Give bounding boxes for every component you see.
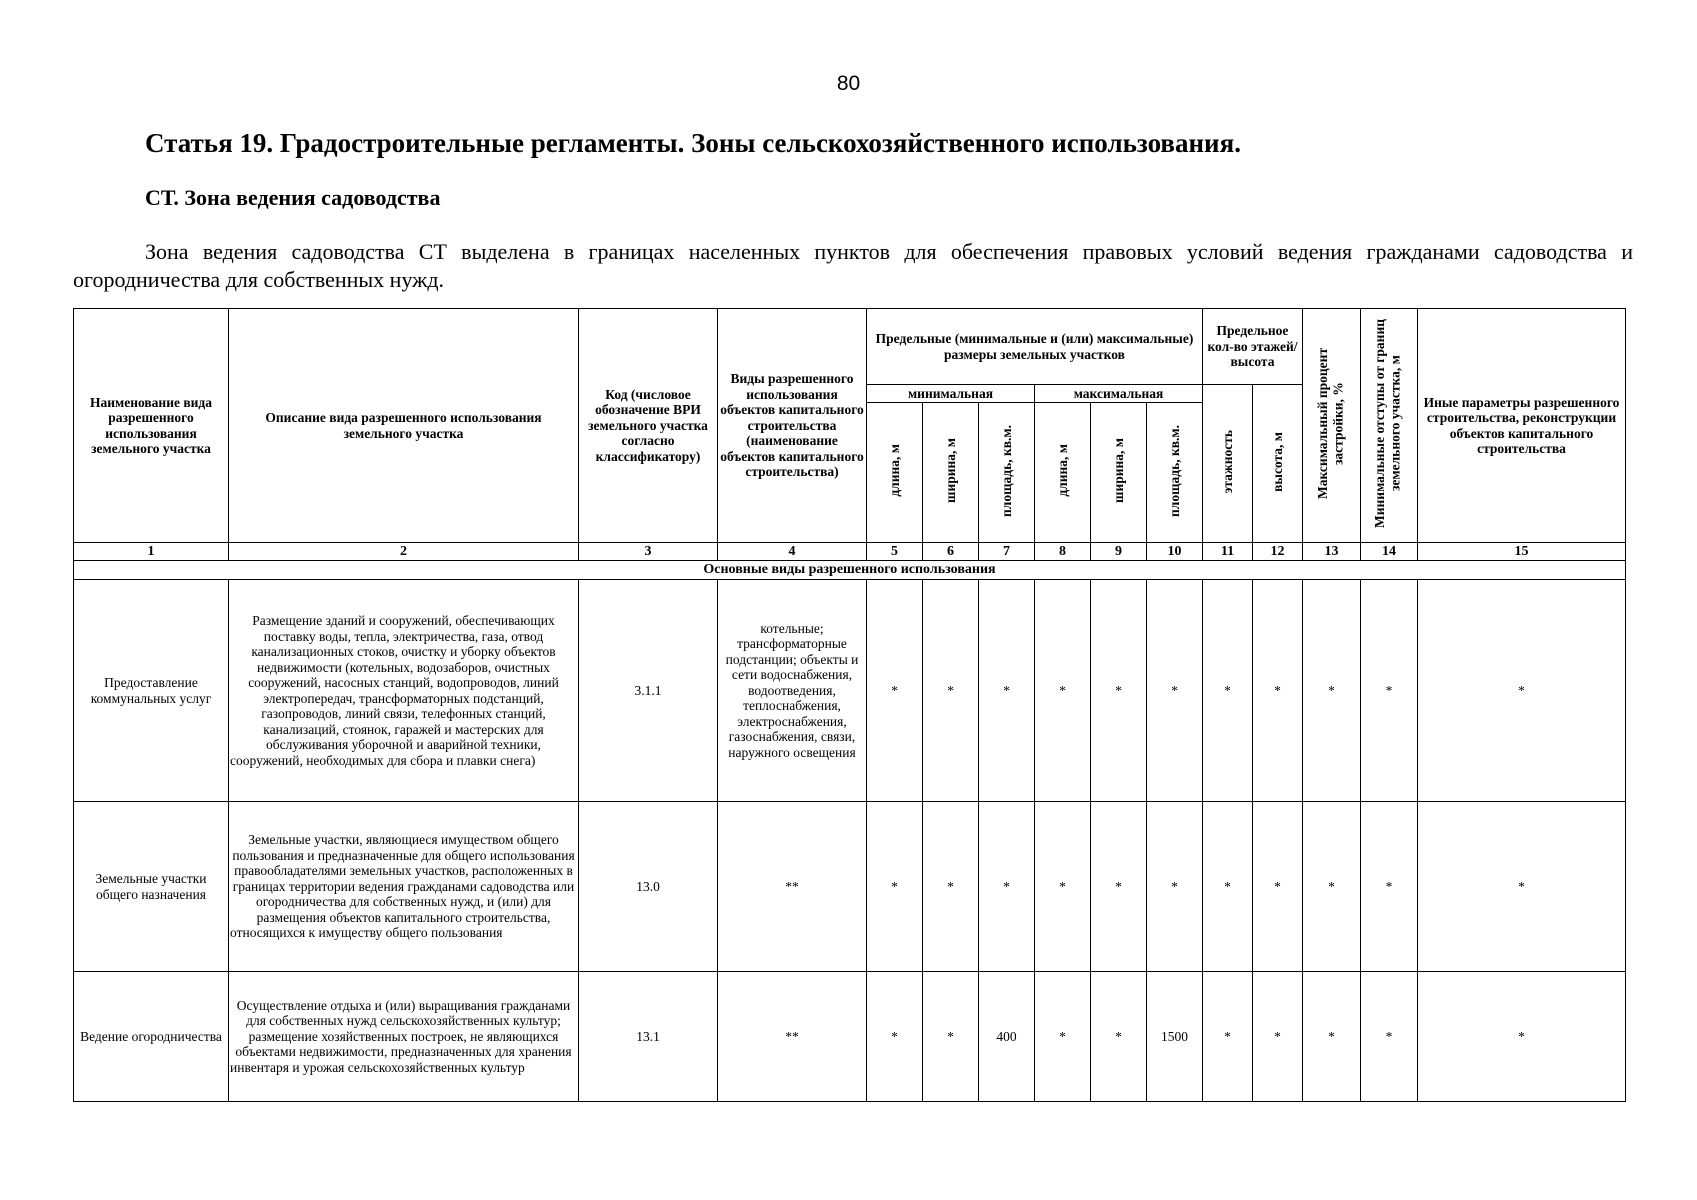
row-name: Ведение огородничества: [74, 972, 229, 1102]
cell-min-area: 400: [979, 972, 1035, 1102]
cell-height: *: [1253, 580, 1303, 802]
column-number: 5: [867, 543, 923, 561]
column-number: 6: [923, 543, 979, 561]
cell-max-coverage: *: [1303, 580, 1361, 802]
header-min-area: площадь, кв.м.: [979, 403, 1035, 543]
cell-max-width: *: [1091, 580, 1147, 802]
cell-floors: *: [1203, 802, 1253, 972]
cell-max-length: *: [1035, 580, 1091, 802]
cell-min-area: *: [979, 580, 1035, 802]
row-objects: **: [718, 802, 867, 972]
header-max-width: ширина, м: [1091, 403, 1147, 543]
column-number: 11: [1203, 543, 1253, 561]
row-code: 13.0: [579, 802, 718, 972]
header-min-length: длина, м: [867, 403, 923, 543]
cell-other-params: *: [1418, 580, 1626, 802]
cell-floors: *: [1203, 972, 1253, 1102]
cell-max-length: *: [1035, 802, 1091, 972]
header-max-length: длина, м: [1035, 403, 1091, 543]
cell-min-length: *: [867, 972, 923, 1102]
header-max-group: максимальная: [1035, 385, 1203, 403]
column-number: 10: [1147, 543, 1203, 561]
cell-other-params: *: [1418, 972, 1626, 1102]
cell-min-setback: *: [1361, 972, 1418, 1102]
header-floors: этажность: [1203, 385, 1253, 543]
section-title: Основные виды разрешенного использования: [74, 561, 1626, 580]
cell-other-params: *: [1418, 802, 1626, 972]
header-col3: Код (числовое обозначение ВРИ земельного участка согласно классификатору): [579, 309, 718, 543]
row-description: Осуществление отдыха и (или) выращивания гражданами для собственных нужд сельскохозяйственных культур; размещение хозяйственных построек, не являющихся объектами недвижимости, предназначенных для хранения инвентаря и урожая сельскохозяйственных культур: [229, 972, 579, 1102]
table-row: [74, 580, 1626, 802]
column-number: 15: [1418, 543, 1626, 561]
column-number: 9: [1091, 543, 1147, 561]
cell-min-length: *: [867, 580, 923, 802]
row-description: Земельные участки, являющиеся имуществом общего пользования и предназначенные для общего использования правообладателями земельных участков, расположенных в границах территории ведения гражданами садоводства или огородничества для собственных нужд, и (или) для размещения объектов капитального строительства, относящихся к имуществу общего пользования: [229, 802, 579, 972]
header-min-width: ширина, м: [923, 403, 979, 543]
cell-min-setback: *: [1361, 580, 1418, 802]
header-max-area: площадь, кв.м.: [1147, 403, 1203, 543]
column-number: 7: [979, 543, 1035, 561]
cell-min-width: *: [923, 802, 979, 972]
row-objects: котельные; трансформаторные подстанции; объекты и сети водоснабжения, водоотведения, теплоснабжения, электроснабжения, газоснабжения, связи, наружного освещения: [718, 580, 867, 802]
column-number: 4: [718, 543, 867, 561]
column-number: 8: [1035, 543, 1091, 561]
cell-max-area: *: [1147, 580, 1203, 802]
page-number: 80: [836, 72, 861, 95]
cell-min-length: *: [867, 802, 923, 972]
header-col13: Максимальный процент застройки, %: [1303, 309, 1361, 543]
cell-min-width: *: [923, 580, 979, 802]
cell-max-area: *: [1147, 802, 1203, 972]
column-number: 13: [1303, 543, 1361, 561]
cell-max-length: *: [1035, 972, 1091, 1102]
row-code: 13.1: [579, 972, 718, 1102]
cell-min-width: *: [923, 972, 979, 1102]
header-col15: Иные параметры разрешенного строительства, реконструкции объектов капитального строительства: [1418, 309, 1626, 543]
header-col14: Минимальные отступы от границ земельного участка, м: [1361, 309, 1418, 543]
cell-max-coverage: *: [1303, 972, 1361, 1102]
row-name: Предоставление коммунальных услуг: [74, 580, 229, 802]
column-number: 12: [1253, 543, 1303, 561]
table-row: [74, 802, 1626, 972]
column-number: 2: [229, 543, 579, 561]
intro-paragraph: Зона ведения садоводства СТ выделена в границах населенных пунктов для обеспечения правовых условий ведения гражданами садоводства и огородничества для собственных нужд.: [73, 239, 1633, 292]
regulation-table: [73, 308, 1626, 1102]
column-number: 14: [1361, 543, 1418, 561]
article-title: Статья 19. Градостроительные регламенты. Зоны сельскохозяйственного использования.: [145, 128, 1241, 158]
cell-max-width: *: [1091, 972, 1147, 1102]
header-col1: Наименование вида разрешенного использования земельного участка: [74, 309, 229, 543]
header-min-group: минимальная: [867, 385, 1035, 403]
header-col2: Описание вида разрешенного использования земельного участка: [229, 309, 579, 543]
header-col4: Виды разрешенного использования объектов капитального строительства (наименование объектов капитального строительства): [718, 309, 867, 543]
row-description: Размещение зданий и сооружений, обеспечивающих поставку воды, тепла, электричества, газа, отвод канализационных стоков, очистку и уборку объектов недвижимости (котельных, водозаборов, очистных сооружений, насосных станций, водопроводов, линий электропередач, трансформаторных подстанций, газопроводов, линий связи, телефонных станций, канализаций, стоянок, гаражей и мастерских для обслуживания уборочной и аварийной техники, сооружений, необходимых для сбора и плавки снега): [229, 580, 579, 802]
column-number: 3: [579, 543, 718, 561]
cell-min-setback: *: [1361, 802, 1418, 972]
header-height: высота, м: [1253, 385, 1303, 543]
cell-min-area: *: [979, 802, 1035, 972]
cell-max-coverage: *: [1303, 802, 1361, 972]
table-row: [74, 972, 1626, 1102]
zone-title: СТ. Зона ведения садоводства: [145, 185, 441, 210]
row-name: Земельные участки общего назначения: [74, 802, 229, 972]
header-floors-group: Предельное кол-во этажей/ высота: [1203, 309, 1303, 385]
column-number: 1: [74, 543, 229, 561]
cell-max-area: 1500: [1147, 972, 1203, 1102]
header-limits-group: Предельные (минимальные и (или) максимальные) размеры земельных участков: [867, 309, 1203, 385]
cell-max-width: *: [1091, 802, 1147, 972]
cell-height: *: [1253, 802, 1303, 972]
cell-height: *: [1253, 972, 1303, 1102]
row-objects: **: [718, 972, 867, 1102]
cell-floors: *: [1203, 580, 1253, 802]
row-code: 3.1.1: [579, 580, 718, 802]
